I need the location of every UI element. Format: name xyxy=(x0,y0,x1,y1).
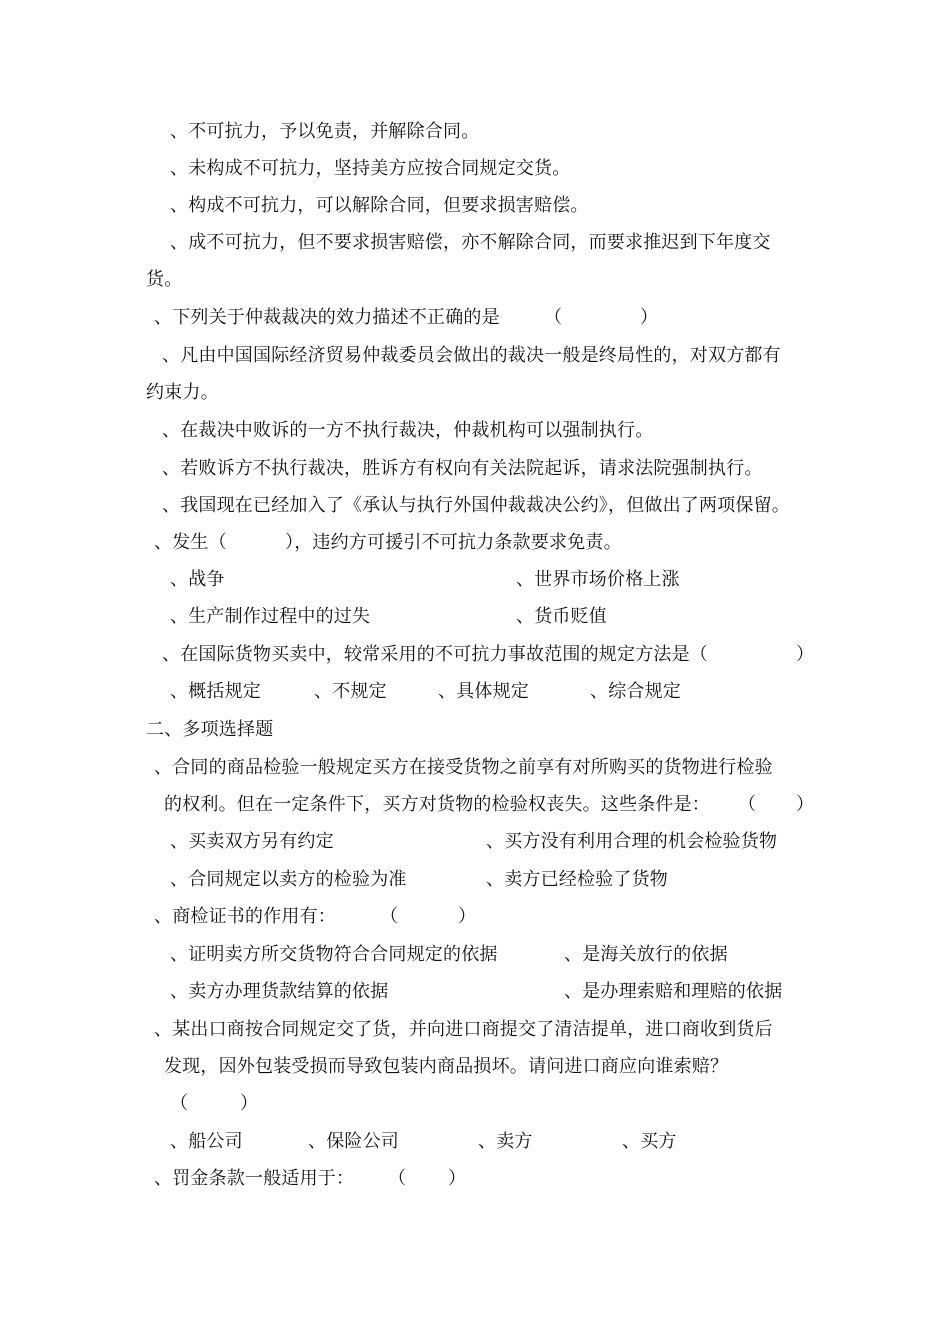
option-line: 、买方 xyxy=(622,1131,677,1152)
answer-paren-open: （ xyxy=(170,1093,189,1114)
question-text: 、罚金条款一般适用于： xyxy=(154,1168,355,1189)
answer-paren-open: （ xyxy=(738,794,757,815)
option-line: 、未构成不可抗力，坚持美方应按合同规定交货。 xyxy=(170,158,571,179)
option-line: 、概括规定 xyxy=(170,681,261,702)
option-line: 、不规定 xyxy=(314,681,387,702)
question-text-continued: 的权利。但在一定条件下，买方对货物的检验权丧失。这些条件是： xyxy=(164,794,710,815)
question-text: 、下列关于仲裁裁决的效力描述不正确的是 xyxy=(154,307,500,328)
answer-paren-close: ） xyxy=(448,1168,467,1189)
answer-paren-close: ） xyxy=(640,307,659,328)
option-line: 、在裁决中败诉的一方不执行裁决，仲裁机构可以强制执行。 xyxy=(162,420,654,441)
section-heading: 二、多项选择题 xyxy=(146,719,274,740)
option-line: 、战争 xyxy=(170,569,225,590)
option-line: 、构成不可抗力，可以解除合同，但要求损害赔偿。 xyxy=(170,195,589,216)
option-line: 、具体规定 xyxy=(438,681,529,702)
option-line: 、我国现在已经加入了《承认与执行外国仲裁裁决公约》，但做出了两项保留。 xyxy=(162,495,790,516)
option-line: 、世界市场价格上涨 xyxy=(516,569,680,590)
option-line: 、综合规定 xyxy=(590,681,681,702)
answer-paren-open: （ xyxy=(544,307,563,328)
option-line: 、成不可抗力，但不要求损害赔偿，亦不解除合同，而要求推迟到下年度交 xyxy=(170,232,771,253)
option-line: 、生产制作过程中的过失 xyxy=(170,606,371,627)
option-line: 、船公司 xyxy=(170,1131,243,1152)
answer-paren-open: （ xyxy=(380,906,399,927)
question-text: 、发生（ xyxy=(154,532,227,553)
option-line: 、货币贬值 xyxy=(516,606,607,627)
option-line: 、是办理索赔和理赔的依据 xyxy=(564,981,783,1002)
option-line-continued: 约束力。 xyxy=(146,382,219,403)
question-text: 、商检证书的作用有： xyxy=(154,906,336,927)
answer-paren-close: ） xyxy=(796,644,815,665)
answer-paren-close: ） xyxy=(458,906,477,927)
option-line: 、合同规定以卖方的检验为准 xyxy=(170,869,407,890)
question-text: 、某出口商按合同规定交了货，并向进口商提交了清洁提单，进口商收到货后 xyxy=(154,1019,773,1040)
option-line: 、买方没有利用合理的机会检验货物 xyxy=(486,831,778,852)
option-line: 、卖方已经检验了货物 xyxy=(486,869,668,890)
option-line: 、卖方办理货款结算的依据 xyxy=(170,981,389,1002)
answer-paren-close: ） xyxy=(240,1093,259,1114)
option-line: 、是海关放行的依据 xyxy=(564,944,728,965)
answer-paren-open: （ xyxy=(388,1168,407,1189)
option-line: 、保险公司 xyxy=(308,1131,399,1152)
option-line: 、不可抗力，予以免责，并解除合同。 xyxy=(170,121,480,142)
answer-paren-close: ） xyxy=(796,794,815,815)
question-text: 、合同的商品检验一般规定买方在接受货物之前享有对所购买的货物进行检验 xyxy=(154,757,773,778)
question-text: ），违约方可援引不可抗力条款要求免责。 xyxy=(285,532,622,553)
option-line: 、卖方 xyxy=(478,1131,533,1152)
option-line-continued: 货。 xyxy=(146,269,183,290)
option-line: 、凡由中国国际经济贸易仲裁委员会做出的裁决一般是终局性的，对双方都有 xyxy=(162,345,781,366)
question-text: 、在国际货物买卖中，较常采用的不可抗力事故范围的规定方法是（ xyxy=(162,644,708,665)
question-text-continued: 发现，因外包装受损而导致包装内商品损坏。请问进口商应向谁索赔？ xyxy=(164,1056,729,1077)
option-line: 、证明卖方所交货物符合合同规定的依据 xyxy=(170,944,498,965)
option-line: 、若败诉方不执行裁决，胜诉方有权向有关法院起诉，请求法院强制执行。 xyxy=(162,458,763,479)
option-line: 、买卖双方另有约定 xyxy=(170,831,334,852)
